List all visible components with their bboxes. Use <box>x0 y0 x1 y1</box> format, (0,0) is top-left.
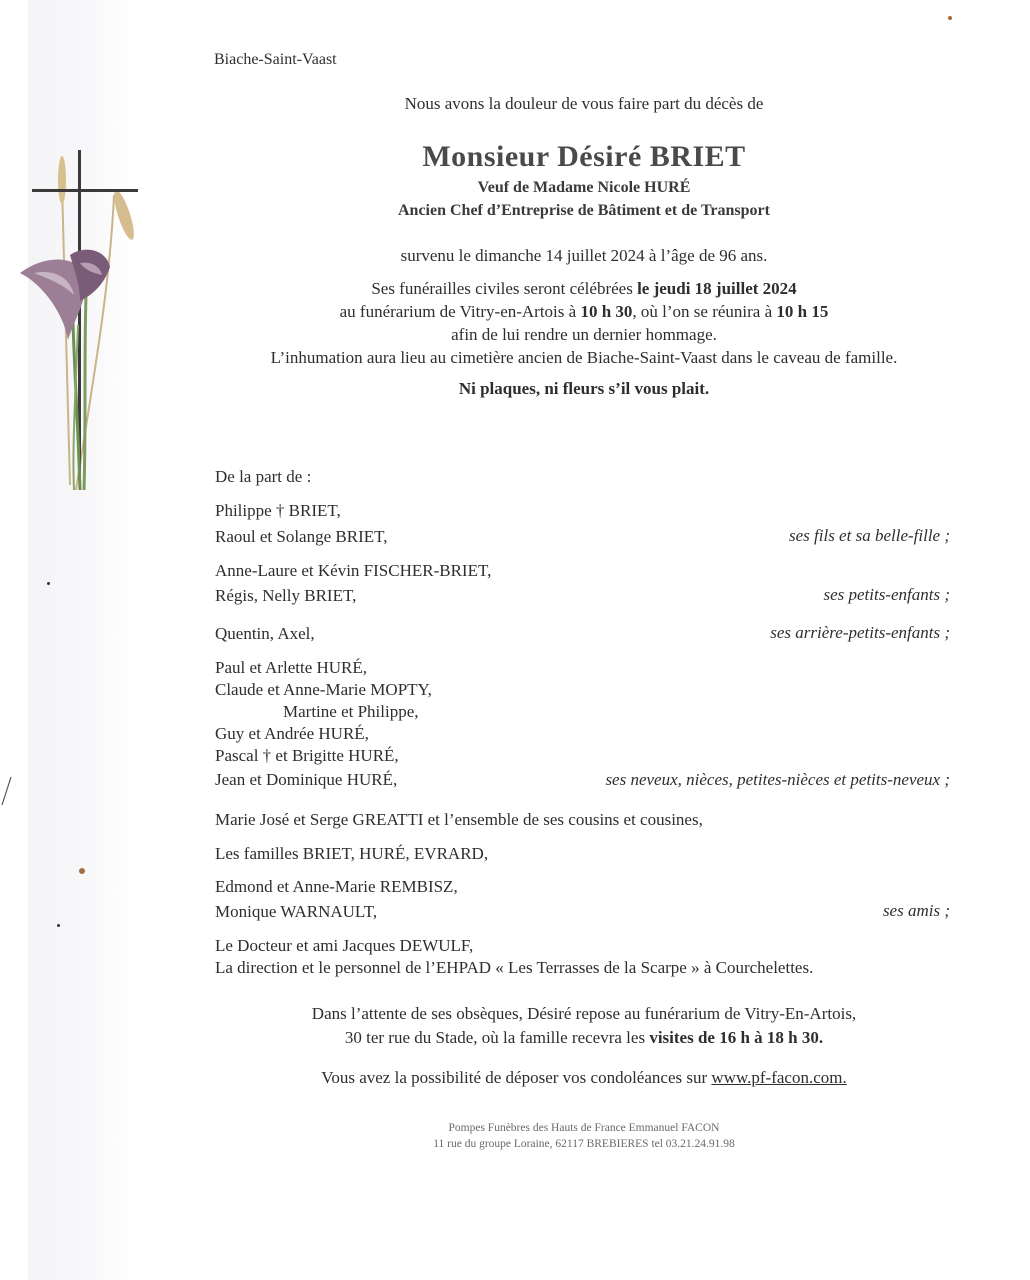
family-name: Claude et Anne-Marie MOPTY, <box>215 680 432 699</box>
footer-line-1: Pompes Funèbres des Hauts de France Emmanuel FACON <box>448 1122 720 1134</box>
condolences-link[interactable]: www.pf-facon.com. <box>711 1068 847 1087</box>
funeral-home-footer <box>214 1120 954 1152</box>
intro-text: Nous avons la douleur de vous faire part du décès de <box>404 94 764 113</box>
family-name: Pascal † et Brigitte HURÉ, <box>215 746 399 765</box>
condolences-line: Vous avez la possibilité de déposer vos condoléances sur www.pf-facon.com. <box>321 1068 847 1087</box>
funeral-details <box>214 277 954 369</box>
family-name: Jean et Dominique HURÉ, <box>215 770 398 789</box>
burial-line: L’inhumation aura lieu au cimetière ancien de Biache-Saint-Vaast dans le caveau de famille. <box>270 348 898 367</box>
relation-friends: ses amis ; <box>882 901 950 920</box>
family-name: Quentin, Axel, <box>215 624 315 643</box>
cross-lily-icon <box>14 145 144 505</box>
ceremony-time: 10 h 30 <box>580 302 633 321</box>
family-name: Martine et Philippe, <box>283 702 419 721</box>
family-families: Les familles BRIET, HURÉ, EVRARD, <box>215 844 489 863</box>
family-name: Raoul et Solange BRIET, <box>215 527 388 546</box>
family-cousins: Marie José et Serge GREATTI et l’ensemble de ses cousins et cousines, <box>215 810 703 829</box>
family-name: Le Docteur et ami Jacques DEWULF, <box>215 936 474 955</box>
occupation-line: Ancien Chef d’Entreprise de Bâtiment et de Transport <box>398 202 770 219</box>
family-name: Guy et Andrée HURÉ, <box>215 724 369 743</box>
funeral-line-2: au funérarium de Vitry-en-Artois à 10 h 30, où l’on se réunira à 10 h 15 <box>339 302 829 321</box>
funeral-line-3: afin de lui rendre un dernier hommage. <box>451 325 717 344</box>
family-name: Régis, Nelly BRIET, <box>215 586 357 605</box>
town-label: Biache-Saint-Vaast <box>214 51 337 68</box>
wake-line-2: 30 ter rue du Stade, où la famille recevra les visites de 16 h à 18 h 30. <box>344 1028 824 1047</box>
family-name: Paul et Arlette HURÉ, <box>215 658 368 677</box>
funeral-line-1: Ses funérailles civiles seront célébrées le jeudi 18 juillet 2024 <box>371 279 797 298</box>
from-label: De la part de : <box>215 467 312 486</box>
scan-speck <box>948 16 952 20</box>
relation-nephews: ses neveux, nièces, petites-nièces et petits-neveux ; <box>605 770 950 789</box>
footer-line-2: 11 rue du groupe Loraine, 62117 BREBIERES tel 03.21.24.91.98 <box>433 1138 735 1150</box>
relation-sons: ses fils et sa belle-fille ; <box>789 526 950 545</box>
scan-speck <box>47 582 50 585</box>
deceased-name: Monsieur Désiré BRIET <box>422 140 746 173</box>
widower-line: Veuf de Madame Nicole HURÉ <box>477 179 691 196</box>
scan-speck <box>57 924 60 927</box>
family-name: La direction et le personnel de l’EHPAD « Les Terrasses de la Scarpe » à Courchelettes. <box>215 958 814 977</box>
relation-great-grandchildren: ses arrière-petits-enfants ; <box>770 623 950 642</box>
no-flowers-notice: Ni plaques, ni fleurs s’il vous plait. <box>458 379 710 398</box>
funeral-date: le jeudi 18 juillet 2024 <box>637 279 797 298</box>
visiting-hours: visites de 16 h à 18 h 30. <box>649 1028 824 1047</box>
family-name: Edmond et Anne-Marie REMBISZ, <box>215 877 458 896</box>
death-notice: survenu le dimanche 14 juillet 2024 à l’âge de 96 ans. <box>400 246 768 265</box>
relation-grandchildren: ses petits-enfants ; <box>823 585 950 604</box>
family-name: Monique WARNAULT, <box>215 902 378 921</box>
scan-speck <box>79 868 85 874</box>
family-name: Philippe † BRIET, <box>215 501 341 520</box>
family-name: Anne-Laure et Kévin FISCHER-BRIET, <box>215 561 492 580</box>
scan-mark <box>0 775 14 809</box>
gathering-time: 10 h 15 <box>776 302 829 321</box>
wake-line-1: Dans l’attente de ses obsèques, Désiré repose au funérarium de Vitry-En-Artois, <box>311 1004 857 1023</box>
wake-details <box>214 1002 954 1050</box>
